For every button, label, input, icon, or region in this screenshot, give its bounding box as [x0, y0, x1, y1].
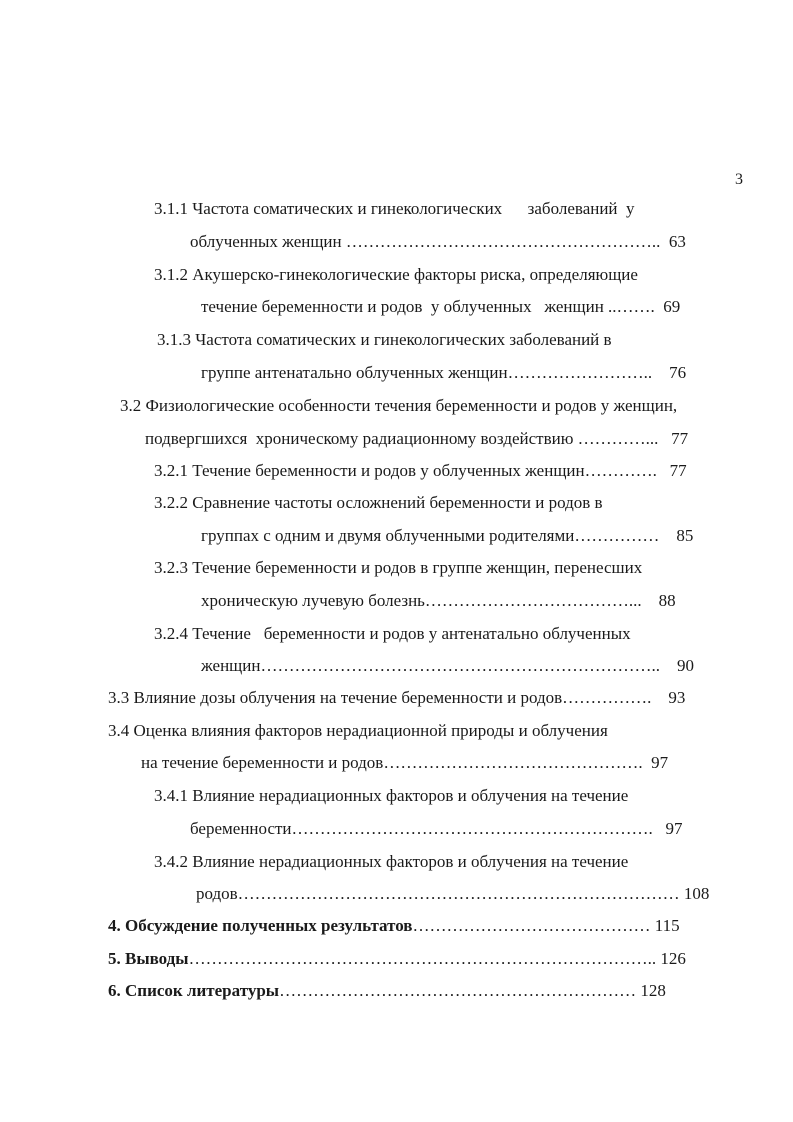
toc-entry-3-2-4-line1: 3.2.4 Течение беременности и родов у антенатально облученных	[154, 624, 631, 643]
toc-entry-3-2-1: 3.2.1 Течение беременности и родов у облученных женщин…………. 77	[154, 461, 687, 480]
toc-entry-3-2-2-line2: группах с одним и двумя облученными родителями…………… 85	[201, 526, 694, 545]
toc-entry-6-dots: ……………………………………………………… 128	[279, 981, 666, 1000]
toc-entry-6	[108, 981, 666, 1001]
toc-entry-3-4-1-line1: 3.4.1 Влияние нерадиационных факторов и облучения на течение	[154, 786, 629, 805]
toc-entry-3-1-3-line2: группе антенатально облученных женщин…………………….. 76	[201, 363, 687, 382]
toc-entry-3-1-3-line1: 3.1.3 Частота соматических и гинекологических заболеваний в	[157, 330, 612, 349]
toc-entry-3-1-1-line1: 3.1.1 Частота соматических и гинекологических заболеваний у	[154, 199, 635, 218]
toc-entry-3-1-2-line1: 3.1.2 Акушерско-гинекологические факторы риска, определяющие	[154, 265, 638, 284]
toc-entry-3-2-3-line2: хроническую лучевую болезнь………………………………... 88	[201, 591, 676, 610]
toc-entry-5-title: 5. Выводы	[108, 949, 189, 968]
toc-entry-3-2-2-line1: 3.2.2 Сравнение частоты осложнений беременности и родов в	[154, 493, 603, 512]
toc-entry-3-4-line1: 3.4 Оценка влияния факторов нерадиационной природы и облучения	[108, 721, 608, 740]
toc-entry-3-2-3-line1: 3.2.3 Течение беременности и родов в группе женщин, перенесших	[154, 558, 643, 577]
toc-entry-3-4-2-line1: 3.4.2 Влияние нерадиационных факторов и облучения на течение	[154, 852, 629, 871]
toc-entry-5-dots: ……………………………………………………………………….. 126	[188, 949, 686, 968]
toc-entry-3-4-2-line2: родов…………………………………………………………………… 108	[196, 884, 710, 903]
toc-entry-5	[108, 949, 686, 969]
toc-entry-4-dots: …………………………………… 115	[412, 916, 680, 935]
toc-entry-3-1-1-line2: облученных женщин ……………………………………………….. 63	[190, 232, 686, 251]
toc-entry-3-2-4-line2: женщин…………………………………………………………….. 90	[201, 656, 694, 675]
toc-entry-4	[108, 916, 680, 936]
toc-entry-3-4-1-line2: беременности………………………………………………………. 97	[190, 819, 683, 838]
toc-entry-3-2-line1: 3.2 Физиологические особенности течения беременности и родов у женщин,	[120, 396, 678, 415]
toc-entry-3-3: 3.3 Влияние дозы облучения на течение беременности и родов……………. 93	[108, 688, 686, 707]
page-number: 3	[735, 171, 743, 188]
toc-entry-6-title: 6. Список литературы	[108, 981, 280, 1000]
toc-entry-3-1-2-line2: течение беременности и родов у облученных женщин ..……. 69	[201, 297, 681, 316]
toc-entry-4-title: 4. Обсуждение полученных результатов	[108, 916, 413, 935]
toc-entry-3-2-line2: подвергшихся хроническому радиационному воздействию …………... 77	[145, 429, 689, 448]
toc-entry-3-4-line2: на течение беременности и родов………………………………………. 97	[141, 753, 669, 772]
